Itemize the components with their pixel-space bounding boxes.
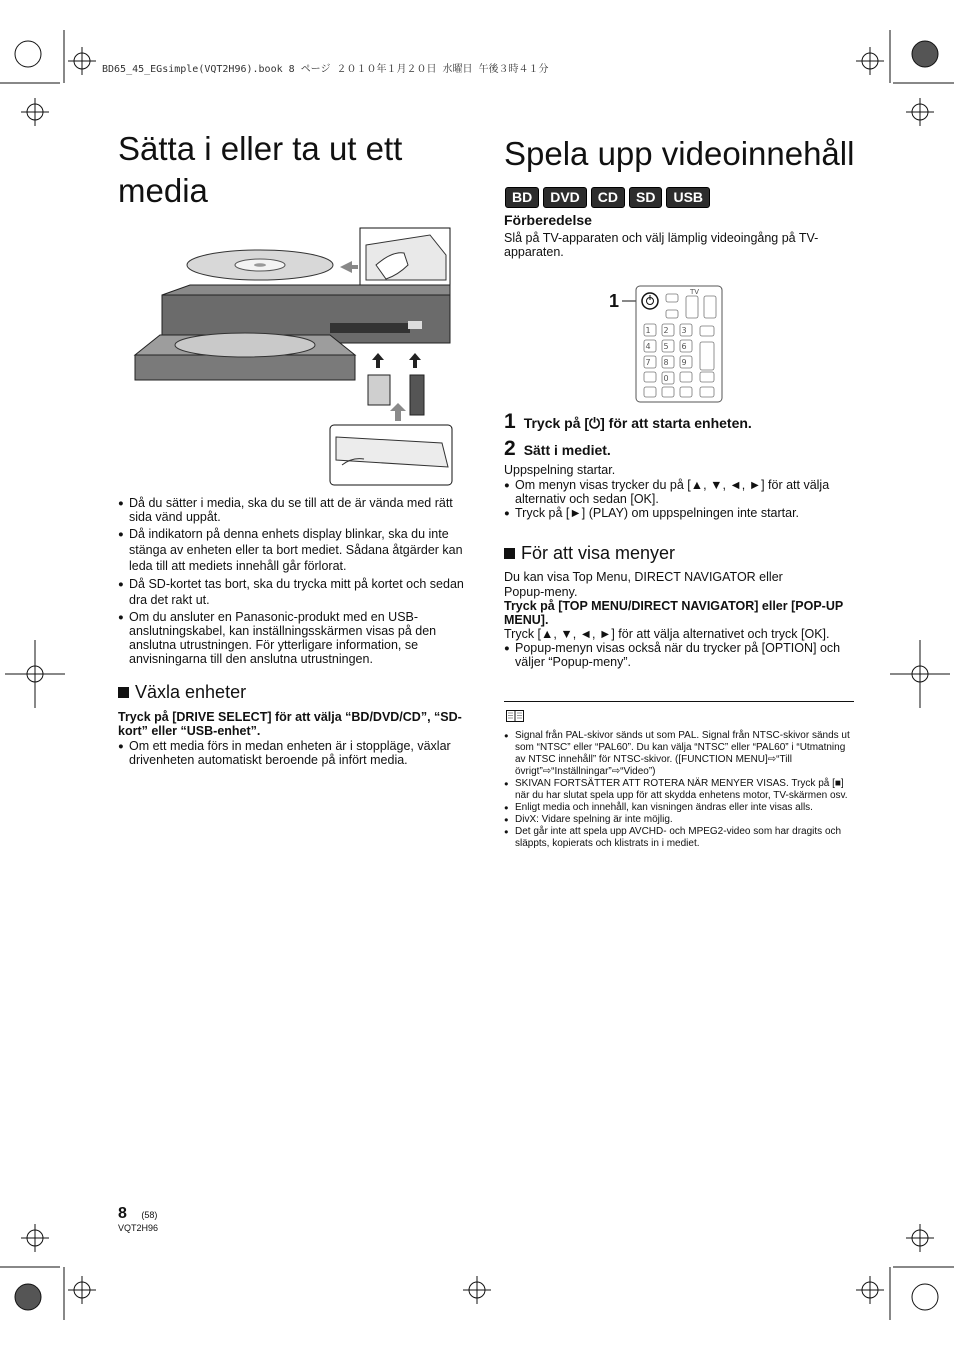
menus-intro: Du kan visa Top Menu, DIRECT NAVIGATOR eller Popup-meny. (504, 570, 783, 599)
square-bullet-icon (504, 548, 515, 559)
list-item: ● Om ett media förs in medan enheten är i stoppläge, växlar drivenheten automatiskt beroende på infört media. (118, 739, 464, 767)
menus-instruction: Tryck på [TOP MENU/DIRECT NAVIGATOR] eller [POP-UP MENU]. (504, 599, 843, 627)
svg-text:3: 3 (681, 326, 687, 335)
remote-control-illustration (622, 284, 726, 404)
book-icon (506, 710, 524, 722)
preparation-text: Slå på TV-apparaten och välj lämplig videoingång på TV-apparaten. (504, 231, 819, 259)
preparation-heading: Förberedelse (504, 212, 592, 228)
step-1-number: 1 (504, 410, 516, 433)
svg-text:5: 5 (663, 342, 669, 351)
list-item: ● Tryck på [►] (PLAY) om uppspelningen inte startar. (504, 506, 854, 520)
square-bullet-icon (118, 687, 129, 698)
menus-note (504, 641, 854, 669)
svg-text:4: 4 (645, 342, 651, 351)
step-2-number: 2 (504, 437, 516, 460)
badge-usb: USB (666, 187, 710, 208)
page-number: 8 (118, 1205, 127, 1222)
page-title-left: Sätta i eller ta ut ett media (118, 130, 403, 209)
remote-tv-label: TV (690, 288, 700, 296)
list-item: ● Då du sätter i media, ska du se till att de är vända med rätt sida vänd uppåt. (118, 496, 464, 524)
svg-text:1: 1 (645, 326, 651, 335)
step-1-text: Tryck på [⏻] för att starta enheten. (523, 415, 752, 431)
switch-drive-heading (118, 682, 246, 703)
svg-text:8: 8 (663, 358, 669, 367)
page-title-right: Spela upp videoinnehåll (504, 135, 855, 172)
svg-text:9: 9 (681, 358, 687, 367)
badge-sd: SD (629, 187, 662, 208)
list-item: ● DivX: Vidare spelning är inte möjlig. (504, 814, 856, 826)
menus-select-text: Tryck [▲, ▼, ◄, ►] för att välja alternativet och tryck [OK]. (504, 627, 830, 641)
loading-notes (118, 496, 464, 666)
print-header: BD65_45_EGsimple(VQT2H96).book 8 ページ ２０１０年１月２０日 水曜日 午後３時４１分 (102, 64, 549, 75)
svg-text:2: 2 (663, 326, 669, 335)
list-item: ● Då SD-kortet tas bort, ska du trycka mitt på kortet och sedan dra det rakt ut. (118, 576, 464, 608)
remote-callout-number: 1 (609, 291, 620, 311)
switch-drive-note (118, 739, 464, 767)
list-item: ● Om menyn visas trycker du på [▲, ▼, ◄, ►] för att välja alternativ och sedan [OK]. (504, 478, 854, 506)
media-badges (505, 187, 710, 208)
list-item: ● Då indikatorn på denna enhets display blinkar, ska du inte stänga av enheten eller ta bort mediet. Sådana åtgärder kan leda till att mediets innehåll går förlorat. (118, 526, 464, 574)
page-footer (118, 1205, 157, 1223)
svg-text:7: 7 (645, 358, 651, 367)
list-item: ● SKIVAN FORTSÄTTER ATT ROTERA NÄR MENYER VISAS. Tryck på [■] när du har slutat spela upp för att skydda enhetens motor, TV-skärmen osv. (504, 778, 856, 802)
playback-start-text: Uppspelning startar. (504, 463, 616, 477)
notes-list (504, 730, 856, 850)
list-item: ● Enligt media och innehåll, kan visningen ändras eller inte visas alls. (504, 802, 856, 814)
page-reference: (58) (141, 1210, 158, 1220)
svg-text:6: 6 (681, 342, 687, 351)
svg-text:0: 0 (663, 374, 669, 383)
list-item: ● Om du ansluter en Panasonic-produkt med en USB-anslutningskabel, kan inställningsskärmen visas på den anslutna utrustningen. För ytterligare information, se anvisningarna till den anslutna utrustningen. (118, 610, 464, 666)
badge-bd: BD (505, 187, 539, 208)
list-item: ● Signal från PAL-skivor sänds ut som PAL. Signal från NTSC-skivor sänds ut som “NTSC” eller “PAL60”. Du kan välja “NTSC” eller “PAL60” i “Utmatning av NTSC innehåll” för NTSC-skivor. ([FUNCTION MENU]⇨“Till övrigt”⇨“Inställningar”⇨“Video”) (504, 730, 856, 778)
badge-dvd: DVD (543, 187, 587, 208)
notes-divider (504, 701, 854, 702)
disc-loading-illustration (130, 225, 460, 490)
step-2 (504, 437, 611, 461)
list-item: ● Det går inte att spela upp AVCHD- och MPEG2-video som har dragits och släppts, kopierats och klistrats in i mediet. (504, 826, 856, 850)
menus-heading-text: För att visa menyer (521, 543, 676, 563)
playback-notes (504, 478, 854, 520)
switch-drive-instruction: Tryck på [DRIVE SELECT] för att välja “BD/DVD/CD”, “SD-kort” eller “USB-enhet”. (118, 710, 462, 738)
document-code: VQT2H96 (118, 1223, 159, 1233)
step-2-text: Sätt i mediet. (523, 442, 611, 458)
badge-cd: CD (591, 187, 625, 208)
switch-drive-heading-text: Växla enheter (135, 682, 247, 702)
step-1 (504, 410, 752, 434)
menus-heading (504, 543, 675, 564)
list-item: ● Popup-menyn visas också när du trycker på [OPTION] och väljer “Popup-meny”. (504, 641, 854, 669)
